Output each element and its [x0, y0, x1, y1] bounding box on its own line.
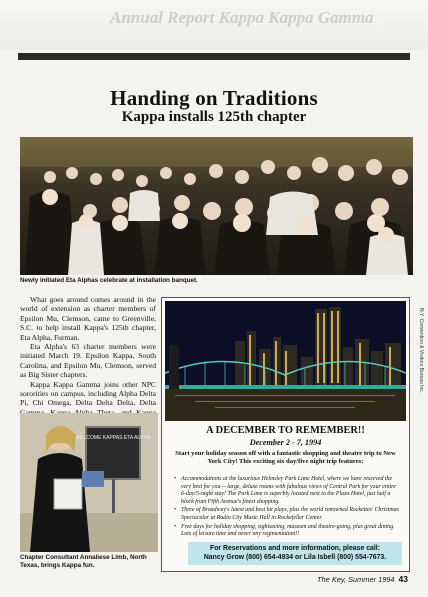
faded-previous-page-text [0, 0, 428, 50]
photo-credit: N.Y. Convention & Visitors Bureau Inc. [418, 308, 424, 394]
paragraph: What goes around comes around in the world of extension as charter members of Epsilon Mu, Clemson, came to Greenville, S.C. to help install Kappa's 125th chapter, Eta Alpha, Furman. [20, 295, 156, 342]
faded-header-text: Annual Report Kappa Kappa Gamma [110, 8, 374, 27]
sign-text: WELCOME KAPPAS ETA ALPHA [75, 435, 151, 441]
trip-advertisement [161, 297, 424, 572]
reservation-box [188, 542, 402, 565]
paragraph: Kappa Kappa Gamma joins other NPC sororities on campus, including Alpha Delta Pi, Chi Omega, Delta Delta Delta, Delta [20, 379, 156, 408]
ad-intro: Start your holiday season off with a fantastic shopping and theatre trip to New York City! This exciting six day/five night trip features: [175, 450, 396, 465]
article-body [20, 295, 156, 427]
list-item: • Three of Broadway's latest and best hit plays, plus the world renowned Rockettes' Christmas Spectacular at Radio City Music Hall in Rockefeller Center. [174, 507, 402, 522]
nyc-skyline-photo [165, 301, 406, 421]
reservation-line-2: Nancy Grow (800) 654-4934 or Lila Isbell (800) 554-7673. [203, 554, 387, 561]
consultant-photo [20, 413, 158, 552]
ad-title: A DECEMBER TO REMEMBER!! [206, 425, 365, 436]
list-item: • Free days for holiday shopping, sightseeing, museum and theatre-going, plus great dining. Lots of leisure time and never any regimentation!! [174, 524, 402, 539]
banquet-photo [20, 137, 413, 275]
page-footer [317, 574, 408, 584]
publication-name: The Key, Summer 1994 [317, 575, 395, 584]
feature-list [174, 476, 402, 540]
page-number: 43 [398, 574, 408, 584]
page-title: Handing on Traditions [110, 86, 318, 110]
top-rule [18, 53, 410, 60]
reservation-line-1: For Reservations and more information, please call: [209, 545, 380, 552]
page-subtitle: Kappa installs 125th chapter [121, 109, 307, 125]
list-item: • Accommodations at the luxurious Helmsley Park Lane Hotel, where we have reserved the very best for you -- large, deluxe rooms with fabulous views of Central Park for your entire 6-day/5-night stay! The Park Lane is superbly located next to the Plaza Hotel, just half a block from Fifth Avenue's finest shopping. [174, 476, 402, 506]
consultant-caption: Chapter Consultant Annaliese Limb, North Texas, brings Kappa fun. [20, 554, 147, 569]
photo-caption: Newly initiated Eta Alphas celebrate at installation banquet. [20, 277, 198, 284]
paragraph: Eta Alpha's 63 charter members were initiated March 19. Epsilon Kappa, South Carolina, and Epsilon Mu, Clemson, served as Big Sister chapters. [20, 342, 156, 380]
ad-dates: December 2 - 7, 1994 [249, 438, 322, 447]
